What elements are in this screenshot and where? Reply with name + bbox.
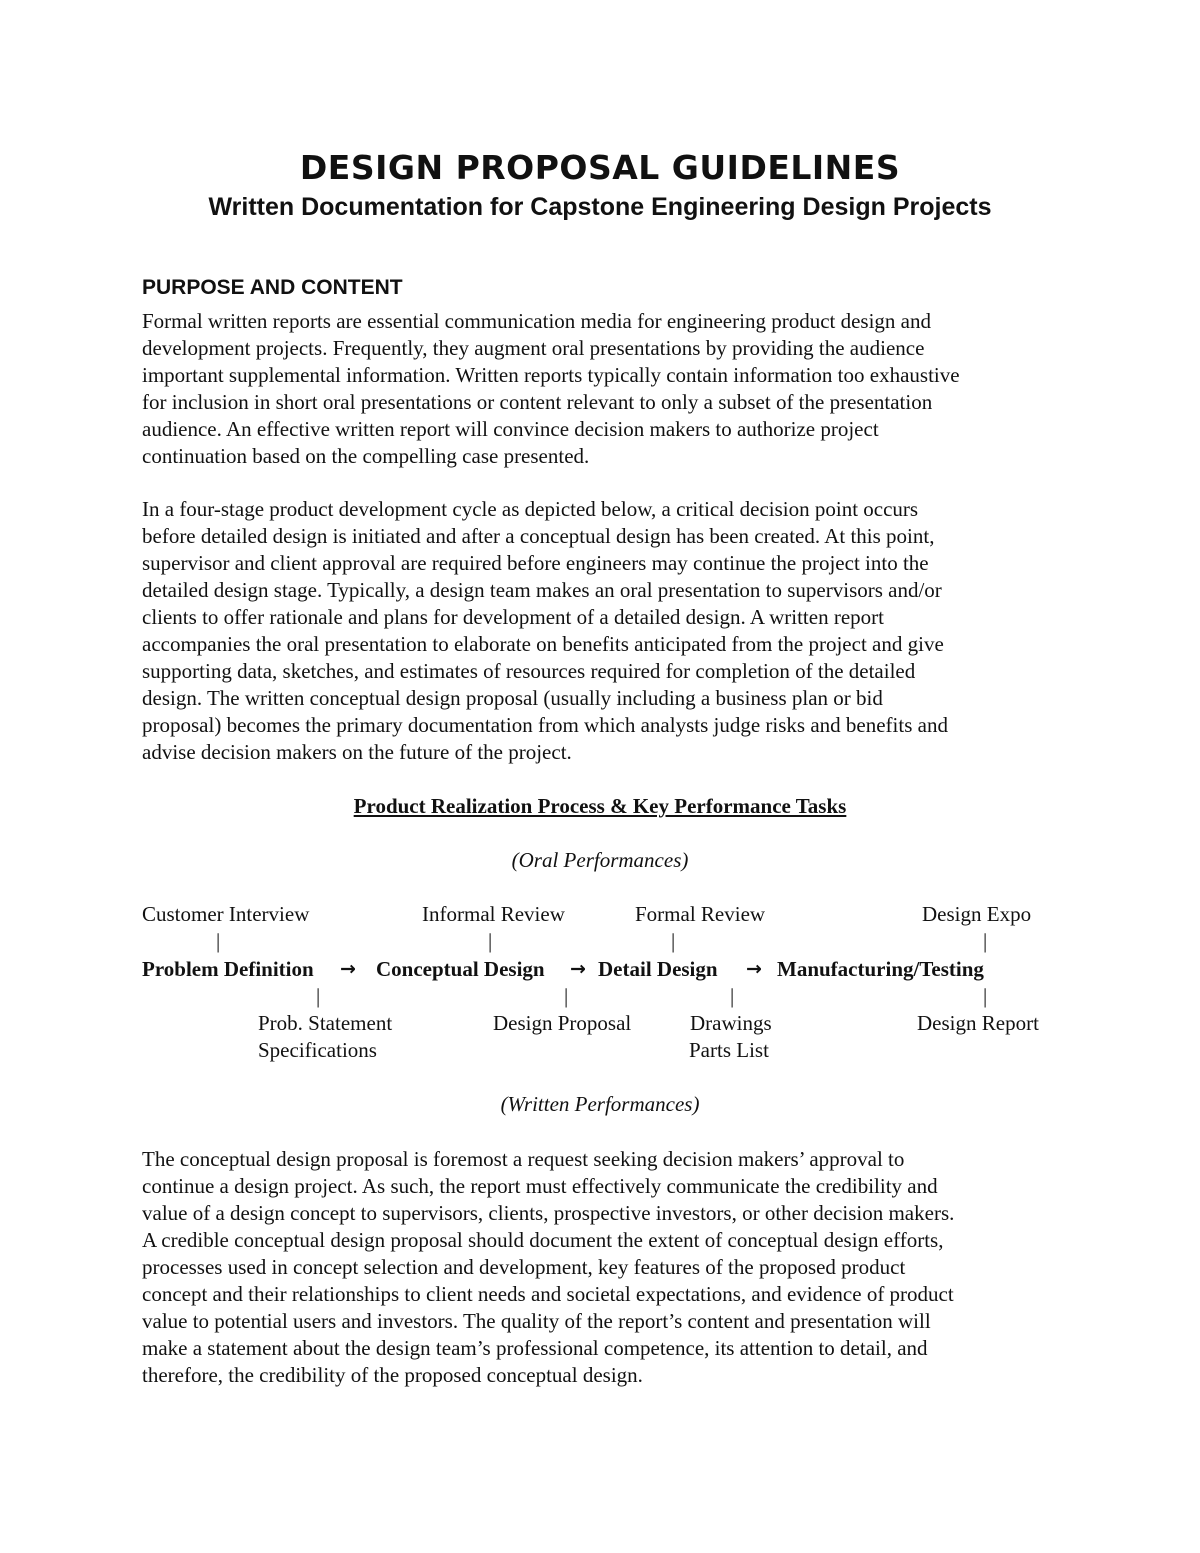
paragraph-proposal-purpose [142, 1146, 1072, 1389]
oral-item-customer-interview: Customer Interview [142, 902, 310, 926]
text-line: make a statement about the design team’s professional competence, its attention to detail, and [142, 1336, 928, 1360]
stage-detail-design: Detail Design [598, 957, 718, 981]
text-line: design. The written conceptual design proposal (usually including a business plan or bid [142, 686, 883, 710]
stage-problem-definition: Problem Definition [142, 957, 314, 981]
text-line: value to potential users and investors. The quality of the report’s content and presentation will [142, 1309, 931, 1333]
written-item-design-report: Design Report [917, 1011, 1039, 1035]
text-line: detailed design stage. Typically, a design team makes an oral presentation to supervisors and/or [142, 578, 942, 602]
text-line: supporting data, sketches, and estimates of resources required for completion of the detailed [142, 659, 916, 683]
oral-item-formal-review: Formal Review [635, 902, 766, 926]
connector-line: | [983, 929, 988, 953]
text-line: advise decision makers on the future of the project. [142, 740, 572, 764]
text-line: proposal) becomes the primary documentation from which analysts judge risks and benefits and [142, 713, 948, 737]
text-line: value of a design concept to supervisors, clients, prospective investors, or other decision makers. [142, 1201, 955, 1225]
text-line: therefore, the credibility of the proposed conceptual design. [142, 1363, 643, 1387]
text-line: In a four-stage product development cycle as depicted below, a critical decision point occurs [142, 497, 919, 521]
connector-line: | [488, 929, 493, 953]
text-line: supervisor and client approval are required before engineers may continue the project into the [142, 551, 929, 575]
connector-line: | [316, 984, 321, 1008]
arrow-right-icon: → [746, 958, 762, 980]
connector-line: | [564, 984, 569, 1008]
connector-line: | [983, 984, 988, 1008]
section-heading: PURPOSE AND CONTENT [142, 276, 403, 299]
paragraph-development-cycle [142, 496, 1072, 766]
diagram-title: Product Realization Process & Key Performance Tasks [353, 794, 847, 818]
text-line: processes used in concept selection and development, key features of the proposed product [142, 1255, 906, 1279]
text-line: before detailed design is initiated and after a conceptual design has been created. At this point, [142, 524, 935, 548]
paragraph-purpose [142, 308, 1072, 470]
stage-manufacturing-testing: Manufacturing/Testing [777, 957, 984, 981]
text-line: accompanies the oral presentation to elaborate on benefits anticipated from the project and give [142, 632, 944, 656]
text-line: audience. An effective written report will convince decision makers to authorize project [142, 417, 879, 441]
oral-performances-caption: (Oral Performances) [511, 848, 689, 872]
oral-item-design-expo: Design Expo [922, 902, 1032, 926]
text-line: The conceptual design proposal is foremost a request seeking decision makers’ approval to [142, 1147, 905, 1171]
connector-line: | [216, 929, 221, 953]
text-line: development projects. Frequently, they augment oral presentations by providing the audience [142, 336, 925, 360]
text-line: clients to offer rationale and plans for development of a detailed design. A written report [142, 605, 884, 629]
text-line: important supplemental information. Written reports typically contain information too exhaustive [142, 363, 960, 387]
text-line: A credible conceptual design proposal should document the extent of conceptual design efforts, [142, 1228, 944, 1252]
arrow-right-icon: → [570, 958, 586, 980]
stage-conceptual-design: Conceptual Design [376, 957, 545, 981]
text-line: Formal written reports are essential communication media for engineering product design and [142, 309, 932, 333]
connector-line: | [671, 929, 676, 953]
connector-line: | [730, 984, 735, 1008]
oral-item-informal-review: Informal Review [422, 902, 565, 926]
document-title: DESIGN PROPOSAL GUIDELINES [299, 148, 901, 187]
text-line: continuation based on the compelling case presented. [142, 444, 590, 468]
written-item-design-proposal: Design Proposal [493, 1011, 632, 1035]
text-line: continue a design project. As such, the report must effectively communicate the credibility and [142, 1174, 938, 1198]
written-performances-caption: (Written Performances) [500, 1092, 700, 1116]
arrow-right-icon: → [340, 958, 356, 980]
written-item-parts-list: Parts List [689, 1038, 769, 1062]
written-item-specifications: Specifications [258, 1038, 377, 1062]
document-subtitle: Written Documentation for Capstone Engineering Design Projects [208, 193, 992, 221]
text-line: for inclusion in short oral presentations or content relevant to only a subset of the presentation [142, 390, 933, 414]
written-item-problem-statement: Prob. Statement [258, 1011, 393, 1035]
text-line: concept and their relationships to client needs and societal expectations, and evidence of product [142, 1282, 954, 1306]
written-item-drawings: Drawings [690, 1011, 772, 1035]
